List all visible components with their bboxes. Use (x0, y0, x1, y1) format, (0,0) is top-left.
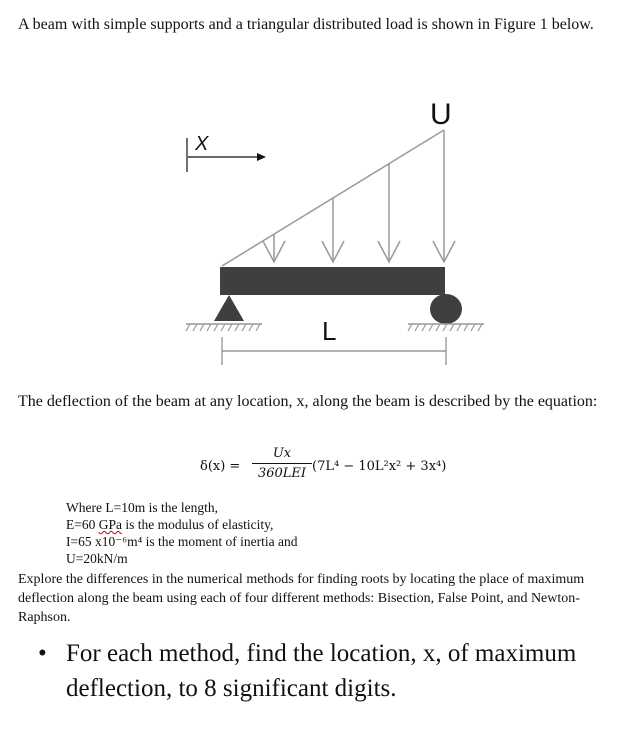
x-arrow-head (257, 153, 266, 161)
equation-lhs: δ(x) = (200, 459, 241, 474)
equation-numerator: Ux (272, 446, 292, 461)
ground-hatch-right (408, 324, 482, 331)
ground-hatch-left (186, 324, 260, 331)
l-label: L (322, 316, 337, 346)
pin-support (214, 295, 244, 321)
spell-check-word: GPa (98, 517, 122, 532)
x-label: X (195, 133, 209, 155)
equation-fraction (252, 446, 312, 481)
explore-paragraph: Explore the differences in the numerical methods for finding roots by locating the place of maximum deflection along the beam using each of four different methods: Bisection, False Point, and Newton-Raphson. (18, 572, 585, 625)
definitions (66, 499, 297, 567)
load-arrows (263, 164, 455, 262)
roller-support (430, 294, 462, 324)
equation-denominator: 360LEI (257, 466, 307, 481)
intro-paragraph: A beam with simple supports and a triangular distributed load is shown in Figure 1 below. (18, 16, 594, 33)
def-length: Where L=10m is the length, (66, 500, 218, 515)
beam-figure (0, 90, 641, 380)
description-paragraph: The deflection of the beam at any location, x, along the beam is described by the equation: (18, 393, 598, 410)
beam (220, 267, 445, 295)
bullet-text: For each method, find the location, x, of maximum deflection, to 8 significant digits. (66, 640, 577, 702)
deflection-equation (200, 446, 520, 494)
u-label: U (430, 98, 452, 131)
def-load: U=20kN/m (66, 551, 128, 566)
equation-rhs: (7L⁴ − 10L²x² + 3x⁴) (312, 459, 447, 474)
bullet-icon: • (38, 640, 47, 667)
def-inertia: I=65 x10⁻⁶m⁴ is the moment of inertia and (66, 534, 298, 549)
def-modulus: E=60 GPa is the modulus of elasticity, (66, 517, 274, 532)
